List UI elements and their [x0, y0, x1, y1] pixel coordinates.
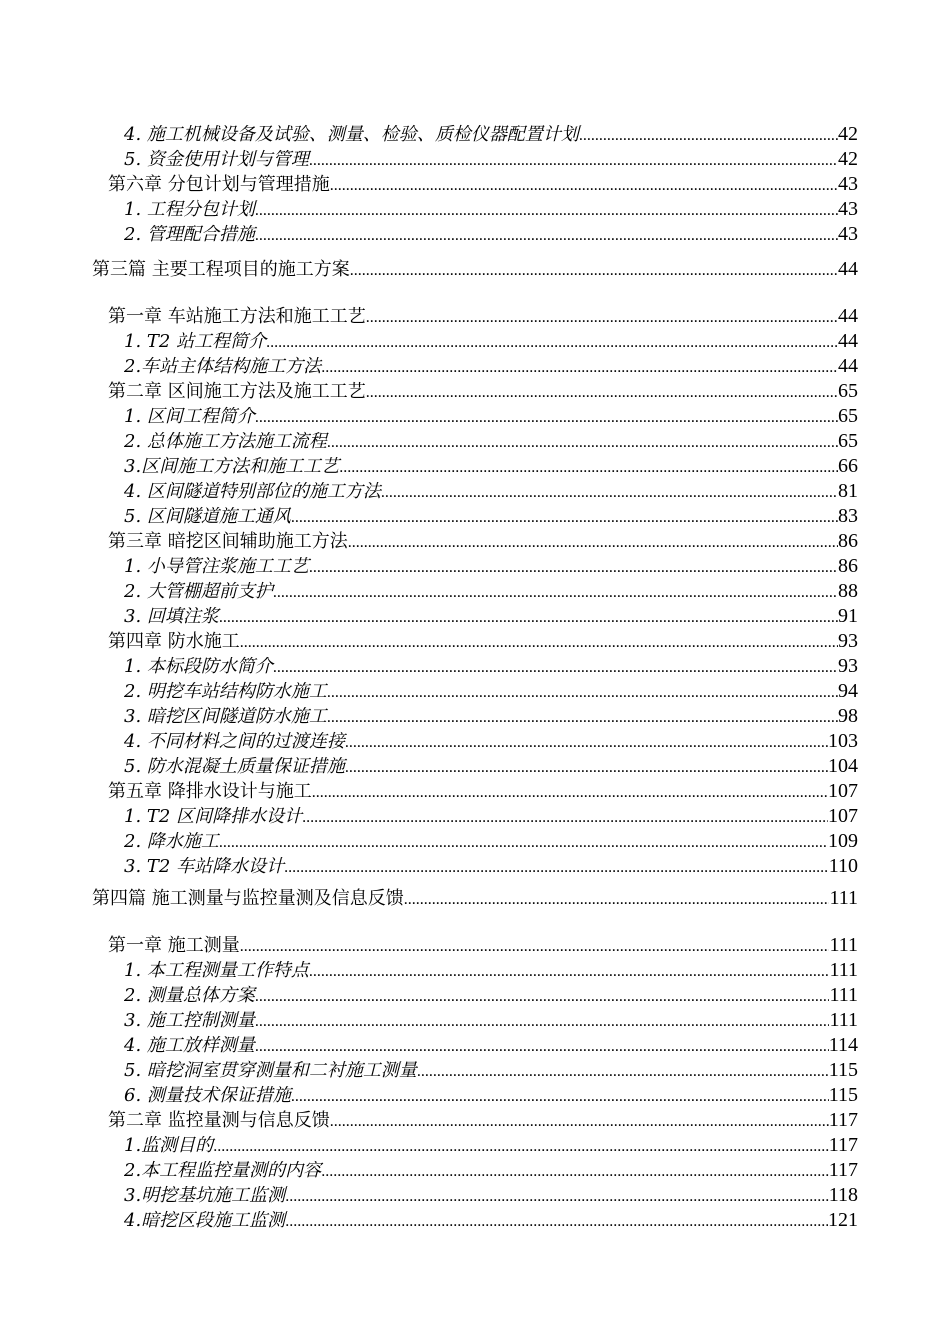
toc-entry-title: 2. 明挖车站结构防水施工 — [124, 681, 327, 702]
toc-entry-title: 3. 暗挖区间隧道防水施工 — [124, 706, 327, 727]
toc-entry-sec[interactable] — [124, 604, 858, 630]
toc-entry-sec[interactable] — [124, 354, 858, 380]
toc-page-number: 44 — [838, 355, 858, 377]
toc-dot-leader — [312, 781, 828, 805]
toc-dot-leader — [255, 224, 838, 248]
toc-entry-sec[interactable] — [124, 854, 858, 880]
toc-dot-leader — [213, 1135, 829, 1159]
toc-entry-chap[interactable] — [108, 629, 858, 655]
toc-page-number: 107 — [828, 780, 858, 802]
toc-entry-title: 4. 不同材料之间的过渡连接 — [124, 731, 345, 752]
toc-dot-leader — [579, 124, 838, 148]
toc-dot-leader — [285, 1210, 828, 1234]
toc-entry-sec[interactable] — [124, 479, 858, 505]
toc-dot-leader — [321, 356, 838, 380]
toc-entry-title: 1. 本标段防水简介 — [124, 656, 273, 677]
toc-page-number: 86 — [838, 530, 858, 552]
toc-dot-leader — [273, 581, 838, 605]
toc-page-number: 117 — [828, 1159, 858, 1181]
toc-page-number: 94 — [838, 680, 858, 702]
toc-entry-sec[interactable] — [124, 1083, 858, 1109]
toc-entry-sec[interactable] — [124, 729, 858, 755]
toc-dot-leader — [309, 556, 838, 580]
toc-dot-leader — [327, 431, 838, 455]
toc-dot-leader — [404, 888, 830, 912]
toc-dot-leader — [327, 706, 838, 730]
toc-page-number: 44 — [838, 330, 858, 352]
toc-dot-leader — [219, 831, 828, 855]
toc-entry-title: 第五章 降排水设计与施工 — [108, 781, 312, 802]
toc-dot-leader — [285, 1185, 829, 1209]
toc-page-number: 91 — [838, 605, 858, 627]
toc-page-number: 98 — [838, 705, 858, 727]
toc-entry-title: 4.暗挖区段施工监测 — [124, 1210, 286, 1231]
toc-page-number: 43 — [838, 223, 858, 245]
toc-entry-sec[interactable] — [124, 679, 858, 705]
toc-entry-chap[interactable] — [108, 1108, 858, 1134]
toc-page-number: 118 — [828, 1184, 858, 1206]
toc-entry-sec[interactable] — [124, 704, 858, 730]
toc-entry-title: 第二章 监控量测与信息反馈 — [108, 1110, 330, 1131]
toc-entry-title: 2. 降水施工 — [124, 831, 219, 852]
toc-dot-leader — [330, 174, 838, 198]
toc-page-number: 43 — [838, 173, 858, 195]
toc-entry-sec[interactable] — [124, 554, 858, 580]
toc-entry-sec[interactable] — [124, 983, 858, 1009]
toc-entry-title: 5. 资金使用计划与管理 — [124, 149, 309, 170]
toc-entry-title: 2. 大管棚超前支护 — [124, 581, 273, 602]
toc-entry-chap[interactable] — [108, 304, 858, 330]
toc-entry-sec[interactable] — [124, 1183, 858, 1209]
toc-entry-title: 1.监测目的 — [124, 1135, 214, 1156]
toc-entry-title: 2. 总体施工方法施工流程 — [124, 431, 327, 452]
toc-entry-title: 第一章 车站施工方法和施工工艺 — [108, 306, 366, 327]
toc-entry-title: 3.明挖基坑施工监测 — [124, 1185, 286, 1206]
toc-page-number: 44 — [838, 305, 858, 327]
toc-entry-sec[interactable] — [124, 147, 858, 173]
toc-dot-leader — [255, 406, 838, 430]
toc-dot-leader — [366, 306, 838, 330]
toc-page-number: 83 — [838, 505, 858, 527]
toc-dot-leader — [330, 1110, 829, 1134]
toc-page-number: 93 — [838, 655, 858, 677]
toc-page-number: 114 — [828, 1034, 858, 1056]
toc-entry-title: 4. 施工机械设备及试验、测量、检验、质检仪器配置计划 — [124, 124, 579, 145]
toc-page-number: 115 — [828, 1084, 858, 1106]
toc-entry-sec[interactable] — [124, 1008, 858, 1034]
toc-page-number: 65 — [838, 380, 858, 402]
toc-entry-title: 6. 测量技术保证措施 — [124, 1085, 291, 1106]
toc-entry-title: 1. T2 站工程简介 — [124, 331, 267, 352]
toc-entry-sec[interactable] — [124, 1058, 858, 1084]
toc-dot-leader — [366, 381, 838, 405]
toc-entry-sec[interactable] — [124, 1208, 858, 1234]
toc-entry-title: 1. 小导管注浆施工工艺 — [124, 556, 309, 577]
toc-entry-title: 第一章 施工测量 — [108, 935, 240, 956]
toc-entry-sec[interactable] — [124, 329, 858, 355]
toc-dot-leader — [345, 756, 828, 780]
toc-dot-leader — [266, 331, 838, 355]
toc-page-number: 115 — [828, 1059, 858, 1081]
toc-dot-leader — [255, 1010, 830, 1034]
toc-entry-title: 第二章 区间施工方法及施工工艺 — [108, 381, 366, 402]
toc-entry-title: 第四篇 施工测量与监控量测及信息反馈 — [92, 888, 404, 909]
toc-dot-leader — [321, 1160, 829, 1184]
toc-entry-title: 1. T2 区间降排水设计 — [124, 806, 303, 827]
toc-entry-chap[interactable] — [108, 172, 858, 198]
toc-page-number: 44 — [838, 258, 858, 280]
toc-dot-leader — [417, 1060, 829, 1084]
toc-page-number: 42 — [838, 148, 858, 170]
toc-page-number: 111 — [829, 984, 858, 1006]
toc-page-number: 65 — [838, 405, 858, 427]
toc-dot-leader — [309, 149, 838, 173]
toc-entry-title: 第三篇 主要工程项目的施工方案 — [92, 259, 350, 280]
toc-entry-chap[interactable] — [108, 379, 858, 405]
toc-entry-title: 2.车站主体结构施工方法 — [124, 356, 322, 377]
toc-entry-sec[interactable] — [124, 454, 858, 480]
toc-dot-leader — [273, 656, 838, 680]
toc-page-number: 121 — [828, 1209, 858, 1231]
toc-dot-leader — [348, 531, 838, 555]
toc-dot-leader — [291, 1085, 829, 1109]
toc-dot-leader — [381, 481, 838, 505]
toc-page-number: 111 — [829, 934, 858, 956]
toc-entry-sec[interactable] — [124, 958, 858, 984]
toc-dot-leader — [240, 631, 838, 655]
toc-page-number: 107 — [828, 805, 858, 827]
toc-page-number: 93 — [838, 630, 858, 652]
toc-page-number: 117 — [828, 1109, 858, 1131]
toc-entry-sec[interactable] — [124, 804, 858, 830]
toc-entry-sec[interactable] — [124, 122, 858, 148]
toc-entry-title: 5. 暗挖洞室贯穿测量和二衬施工测量 — [124, 1060, 417, 1081]
toc-entry-chap[interactable] — [108, 779, 858, 805]
toc-page-number: 66 — [838, 455, 858, 477]
toc-entry-sec[interactable] — [124, 754, 858, 780]
toc-entry-sec[interactable] — [124, 579, 858, 605]
toc-entry-sec[interactable] — [124, 1158, 858, 1184]
toc-entry-sec[interactable] — [124, 654, 858, 680]
toc-dot-leader — [309, 960, 830, 984]
toc-entry-title: 2. 管理配合措施 — [124, 224, 255, 245]
toc-entry-sec[interactable] — [124, 829, 858, 855]
toc-page-number: 109 — [828, 830, 858, 852]
toc-page-number: 86 — [838, 555, 858, 577]
toc-dot-leader — [302, 806, 828, 830]
toc-entry-title: 2.本工程监控量测的内容 — [124, 1160, 322, 1181]
toc-page-number: 42 — [838, 123, 858, 145]
toc-entry-chap[interactable] — [108, 933, 858, 959]
toc-page-number: 88 — [838, 580, 858, 602]
toc-page-number: 111 — [829, 1009, 858, 1031]
toc-page-number: 111 — [829, 887, 858, 909]
toc-page-number: 111 — [829, 959, 858, 981]
toc-entry-title: 第四章 防水施工 — [108, 631, 240, 652]
toc-dot-leader — [255, 199, 838, 223]
toc-dot-leader — [240, 935, 830, 959]
toc-entry-title: 3.区间施工方法和施工工艺 — [124, 456, 340, 477]
toc-page-number: 65 — [838, 430, 858, 452]
toc-entry-title: 3. 回填注浆 — [124, 606, 219, 627]
toc-entry-title: 3. 施工控制测量 — [124, 1010, 255, 1031]
toc-page-number: 110 — [828, 855, 858, 877]
toc-entry-sec[interactable] — [124, 429, 858, 455]
toc-entry-title: 2. 测量总体方案 — [124, 985, 255, 1006]
toc-entry-title: 4. 区间隧道特别部位的施工方法 — [124, 481, 381, 502]
toc-entry-sec[interactable] — [124, 1133, 858, 1159]
toc-dot-leader — [219, 606, 838, 630]
toc-entry-title: 1. 本工程测量工作特点 — [124, 960, 309, 981]
toc-dot-leader — [291, 506, 838, 530]
toc-dot-leader — [339, 456, 838, 480]
toc-dot-leader — [345, 731, 828, 755]
toc-entry-title: 第三章 暗挖区间辅助施工方法 — [108, 531, 348, 552]
toc-entry-title: 4. 施工放样测量 — [124, 1035, 255, 1056]
toc-entry-title: 5. 区间隧道施工通风 — [124, 506, 291, 527]
toc-entry-part[interactable] — [92, 886, 858, 912]
toc-page-number: 117 — [828, 1134, 858, 1156]
toc-entry-part[interactable] — [92, 257, 858, 283]
toc-dot-leader — [327, 681, 838, 705]
toc-dot-leader — [350, 259, 838, 283]
toc-entry-sec[interactable] — [124, 197, 858, 223]
toc-entry-title: 1. 区间工程简介 — [124, 406, 255, 427]
toc-page-number: 43 — [838, 198, 858, 220]
toc-page-number: 104 — [828, 755, 858, 777]
toc-entry-sec[interactable] — [124, 504, 858, 530]
toc-entry-title: 1. 工程分包计划 — [124, 199, 255, 220]
toc-entry-chap[interactable] — [108, 529, 858, 555]
toc-dot-leader — [255, 985, 830, 1009]
toc-entry-sec[interactable] — [124, 222, 858, 248]
toc-dot-leader — [284, 856, 829, 880]
toc-entry-title: 3. T2 车站降水设计 — [124, 856, 285, 877]
toc-entry-title: 第六章 分包计划与管理措施 — [108, 174, 330, 195]
toc-dot-leader — [255, 1035, 829, 1059]
toc-page-number: 81 — [838, 480, 858, 502]
toc-page-number: 103 — [828, 730, 858, 752]
toc-entry-sec[interactable] — [124, 1033, 858, 1059]
toc-entry-title: 5. 防水混凝土质量保证措施 — [124, 756, 345, 777]
toc-entry-sec[interactable] — [124, 404, 858, 430]
